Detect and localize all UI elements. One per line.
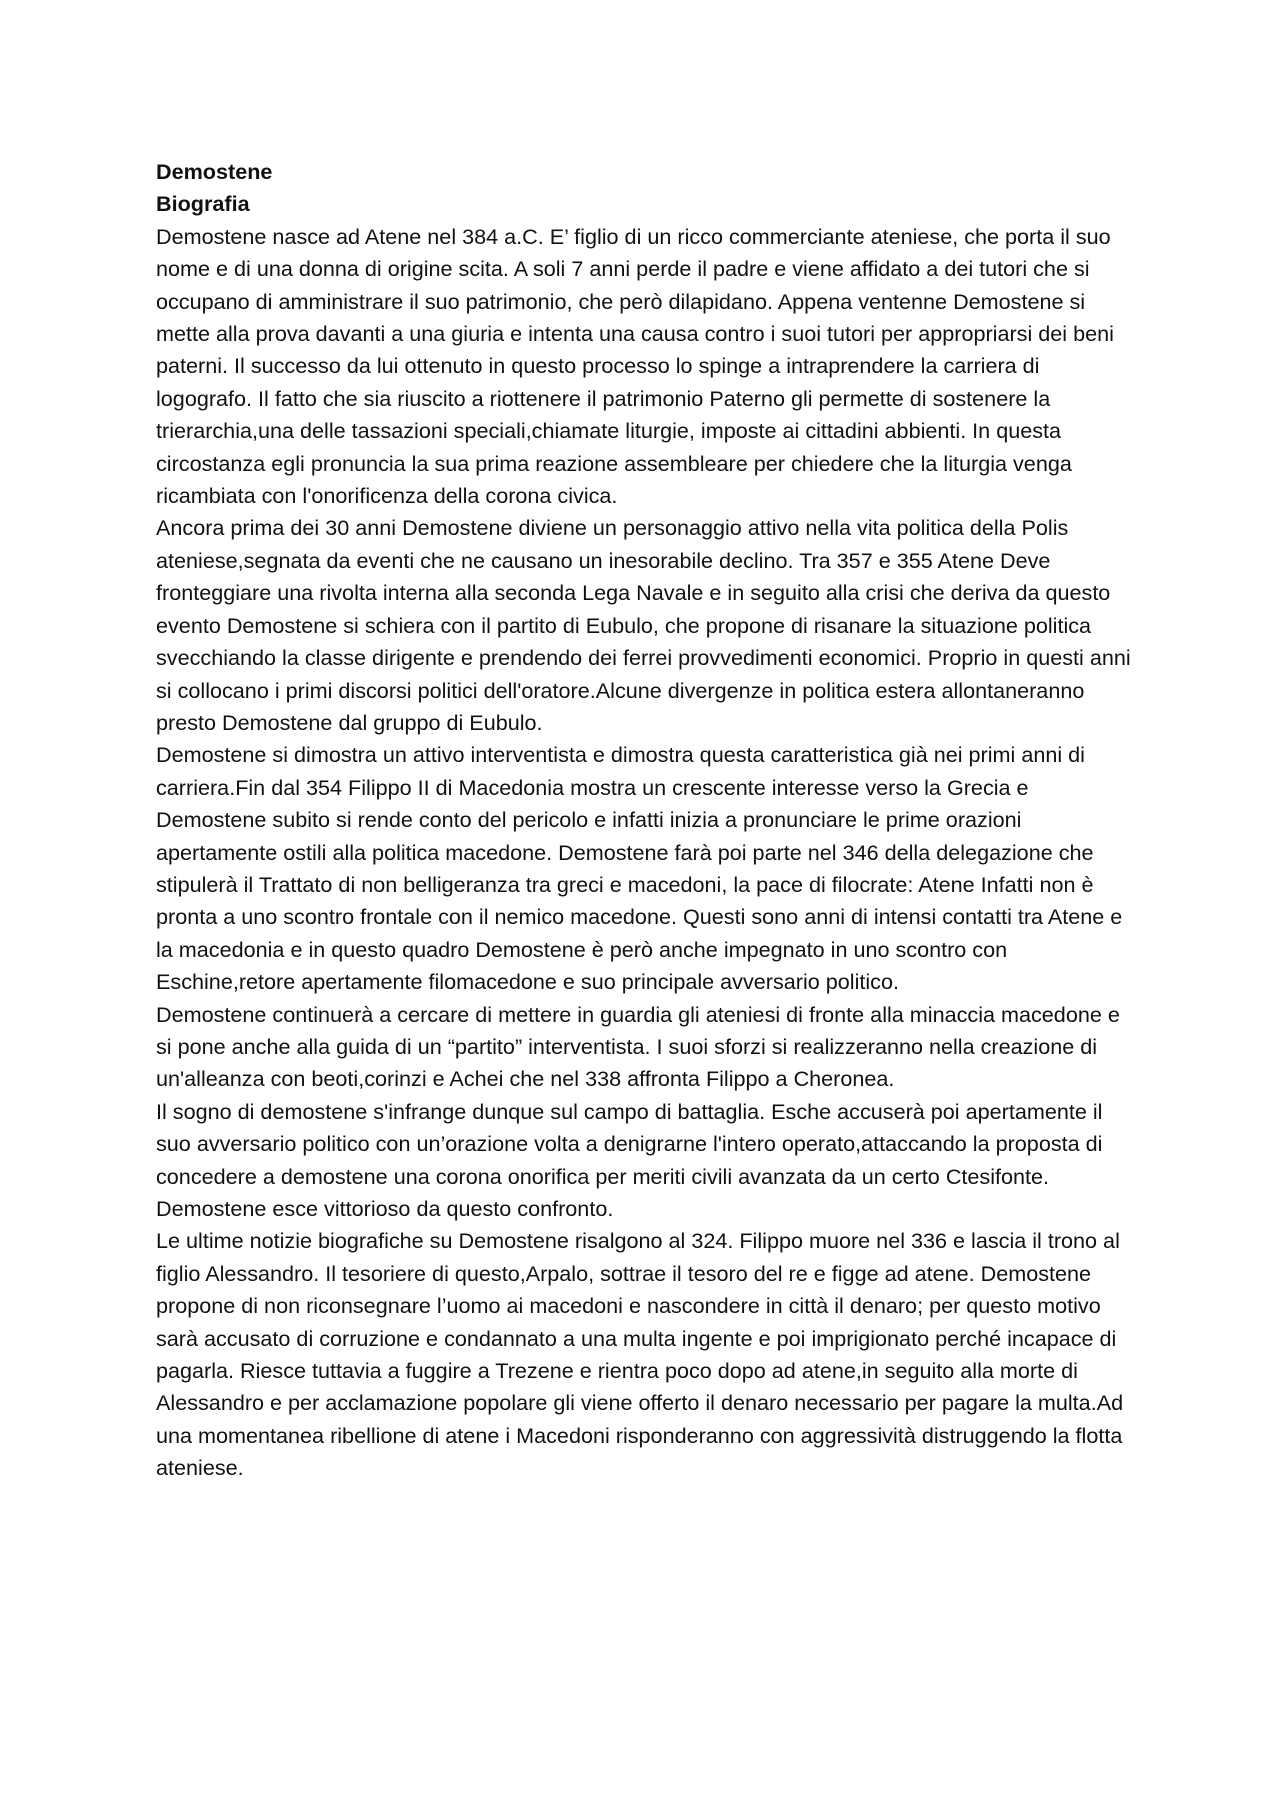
- paragraph-4: Demostene continuerà a cercare di mettere in guardia gli ateniesi di fronte alla minaccia macedone e si pone anche alla guida di un “partito” interventista. I suoi sforzi si realizzeranno nella creazione di un'alleanza con beoti,corinzi e Achei che nel 338 affronta Filippo a Cheronea.: [156, 1001, 1120, 1092]
- paragraph-2: Ancora prima dei 30 anni Demostene diviene un personaggio attivo nella vita politica della Polis ateniese,segnata da eventi che ne causano un inesorabile declino. Tra 357 e 355 Atene Deve fronteggiare una rivolta interna alla seconda Lega Navale e in seguito alla crisi che deriva da questo evento Demostene si schiera con il partito di Eubulo, che propone di risanare la situazione politica svecchiando la classe dirigente e prendendo dei ferrei provvedimenti economici. Proprio in questi anni si collocano i primi discorsi politici dell'oratore.Alcune divergenze in politica estera allontaneranno presto Demostene dal gruppo di Eubulo.: [156, 515, 1131, 735]
- paragraph-3: Demostene si dimostra un attivo interventista e dimostra questa caratteristica già nei primi anni di carriera.Fin dal 354 Filippo II di Macedonia mostra un crescente interesse verso la Grecia e Demostene subito si rende conto del pericolo e infatti inizia a pronunciare le prime orazioni apertamente ostili alla politica macedone. Demostene farà poi parte nel 346 della delegazione che stipulerà il Trattato di non belligeranza tra greci e macedoni, la pace di filocrate: Atene Infatti non è pronta a uno scontro frontale con il nemico macedone. Questi sono anni di intensi contatti tra Atene e la macedonia e in questo quadro Demostene è però anche impegnato in uno scontro con Eschine,retore apertamente filomacedone e suo principale avversario politico.: [156, 742, 1123, 995]
- paragraph-5: Il sogno di demostene s'infrange dunque sul campo di battaglia. Esche accuserà poi apertamente il suo avversario politico con un’orazione volta a denigrarne l'intero operato,attaccando la proposta di concedere a demostene una corona onorifica per meriti civili avanzata da un certo Ctesifonte. Demostene esce vittorioso da questo confronto.: [156, 1098, 1103, 1221]
- paragraph-1: Demostene nasce ad Atene nel 384 a.C. E’ figlio di un ricco commerciante ateniese, che porta il suo nome e di una donna di origine scita. A soli 7 anni perde il padre e viene affidato a dei tutori che si occupano di amministrare il suo patrimonio, che però dilapidano. Appena ventenne Demostene si mette alla prova davanti a una giuria e intenta una causa contro i suoi tutori per appropriarsi dei beni paterni. Il successo da lui ottenuto in questo processo lo spinge a intraprendere la carriera di logografo. Il fatto che sia riuscito a riottenere il patrimonio Paterno gli permette di sostenere la trierarchia,una delle tassazioni speciali,chiamate liturgie, imposte ai cittadini abbienti. In questa circostanza egli pronuncia la sua prima reazione assembleare per chiedere che la liturgia venga ricambiata con l'onorificenza della corona civica.: [156, 223, 1114, 509]
- document-title: Demostene: [156, 159, 273, 184]
- document-body: [156, 156, 1136, 1485]
- paragraph-6: Le ultime notizie biografiche su Demostene risalgono al 324. Filippo muore nel 336 e lascia il trono al figlio Alessandro. Il tesoriere di questo,Arpalo, sottrae il tesoro del re e figge ad atene. Demostene propone di non riconsegnare l’uomo ai macedoni e nascondere in città il denaro; per questo motivo sarà accusato di corruzione e condannato a una multa ingente e poi imprigionato perché incapace di pagarla. Riesce tuttavia a fuggire a Trezene e rientra poco dopo ad atene,in seguito alla morte di Alessandro e per acclamazione popolare gli viene offerto il denaro necessario per pagare la multa.Ad una momentanea ribellione di atene i Macedoni risponderanno con aggressività distruggendo la flotta ateniese.: [156, 1228, 1124, 1481]
- document-subtitle: Biografia: [156, 191, 250, 217]
